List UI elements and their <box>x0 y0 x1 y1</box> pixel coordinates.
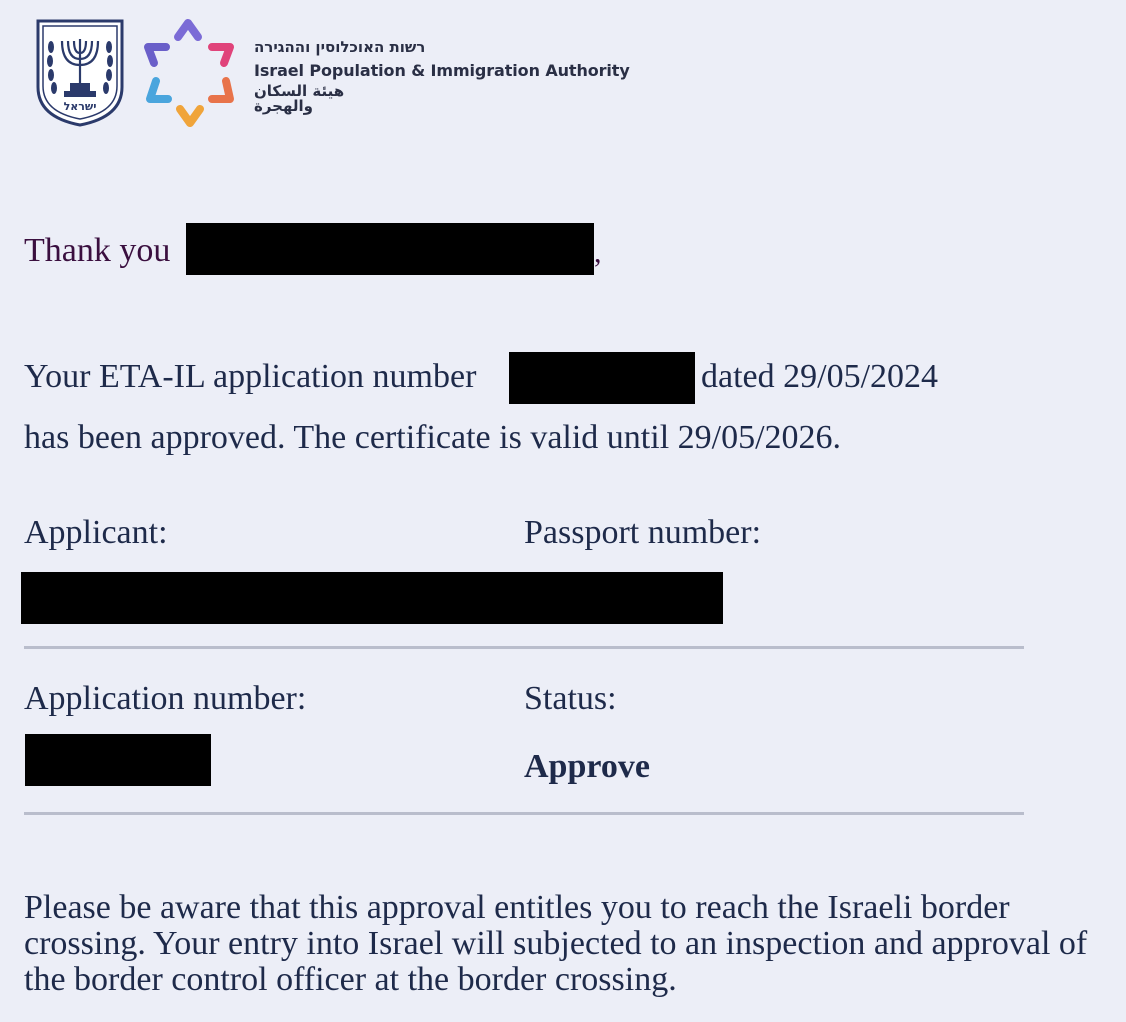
org-name-english: Israel Population & Immigration Authority <box>254 61 630 80</box>
greeting-comma: , <box>594 236 602 269</box>
message-line1-end: dated 29/05/2024 <box>701 358 939 395</box>
passport-label: Passport number: <box>524 514 762 551</box>
application-number-label: Application number: <box>24 680 307 717</box>
applicant-label: Applicant: <box>24 514 168 551</box>
menorah-icon <box>34 17 126 129</box>
status-value: Approve <box>524 748 650 785</box>
org-name-arabic: هيئة السكان والهجرة <box>254 82 345 115</box>
message-line2: has been approved. The certificate is valid until 29/05/2026. <box>24 419 842 456</box>
redacted-name <box>186 223 594 275</box>
notice-text: Please be aware that this approval entitles you to reach the Israeli border crossing. Your entry into Israel will subjected to an inspection and approval of the border control officer at the border crossing. <box>24 889 1088 998</box>
state-emblem-logo <box>34 17 126 129</box>
divider <box>24 646 1024 649</box>
star-logo-icon <box>138 17 242 129</box>
redacted-application-number <box>509 352 695 404</box>
status-label: Status: <box>524 680 617 717</box>
authority-logo <box>138 17 242 129</box>
redacted-applicant-passport <box>21 572 723 624</box>
greeting-text: Thank you <box>24 232 171 269</box>
organization-name <box>254 40 630 114</box>
divider <box>24 812 1024 815</box>
org-name-hebrew: רשות האוכלוסין וההגירה <box>254 38 426 56</box>
redacted-application-number-value <box>25 734 211 786</box>
emblem-text: ישראל <box>63 100 97 113</box>
message-line1-start: Your ETA-IL application number <box>24 358 477 395</box>
